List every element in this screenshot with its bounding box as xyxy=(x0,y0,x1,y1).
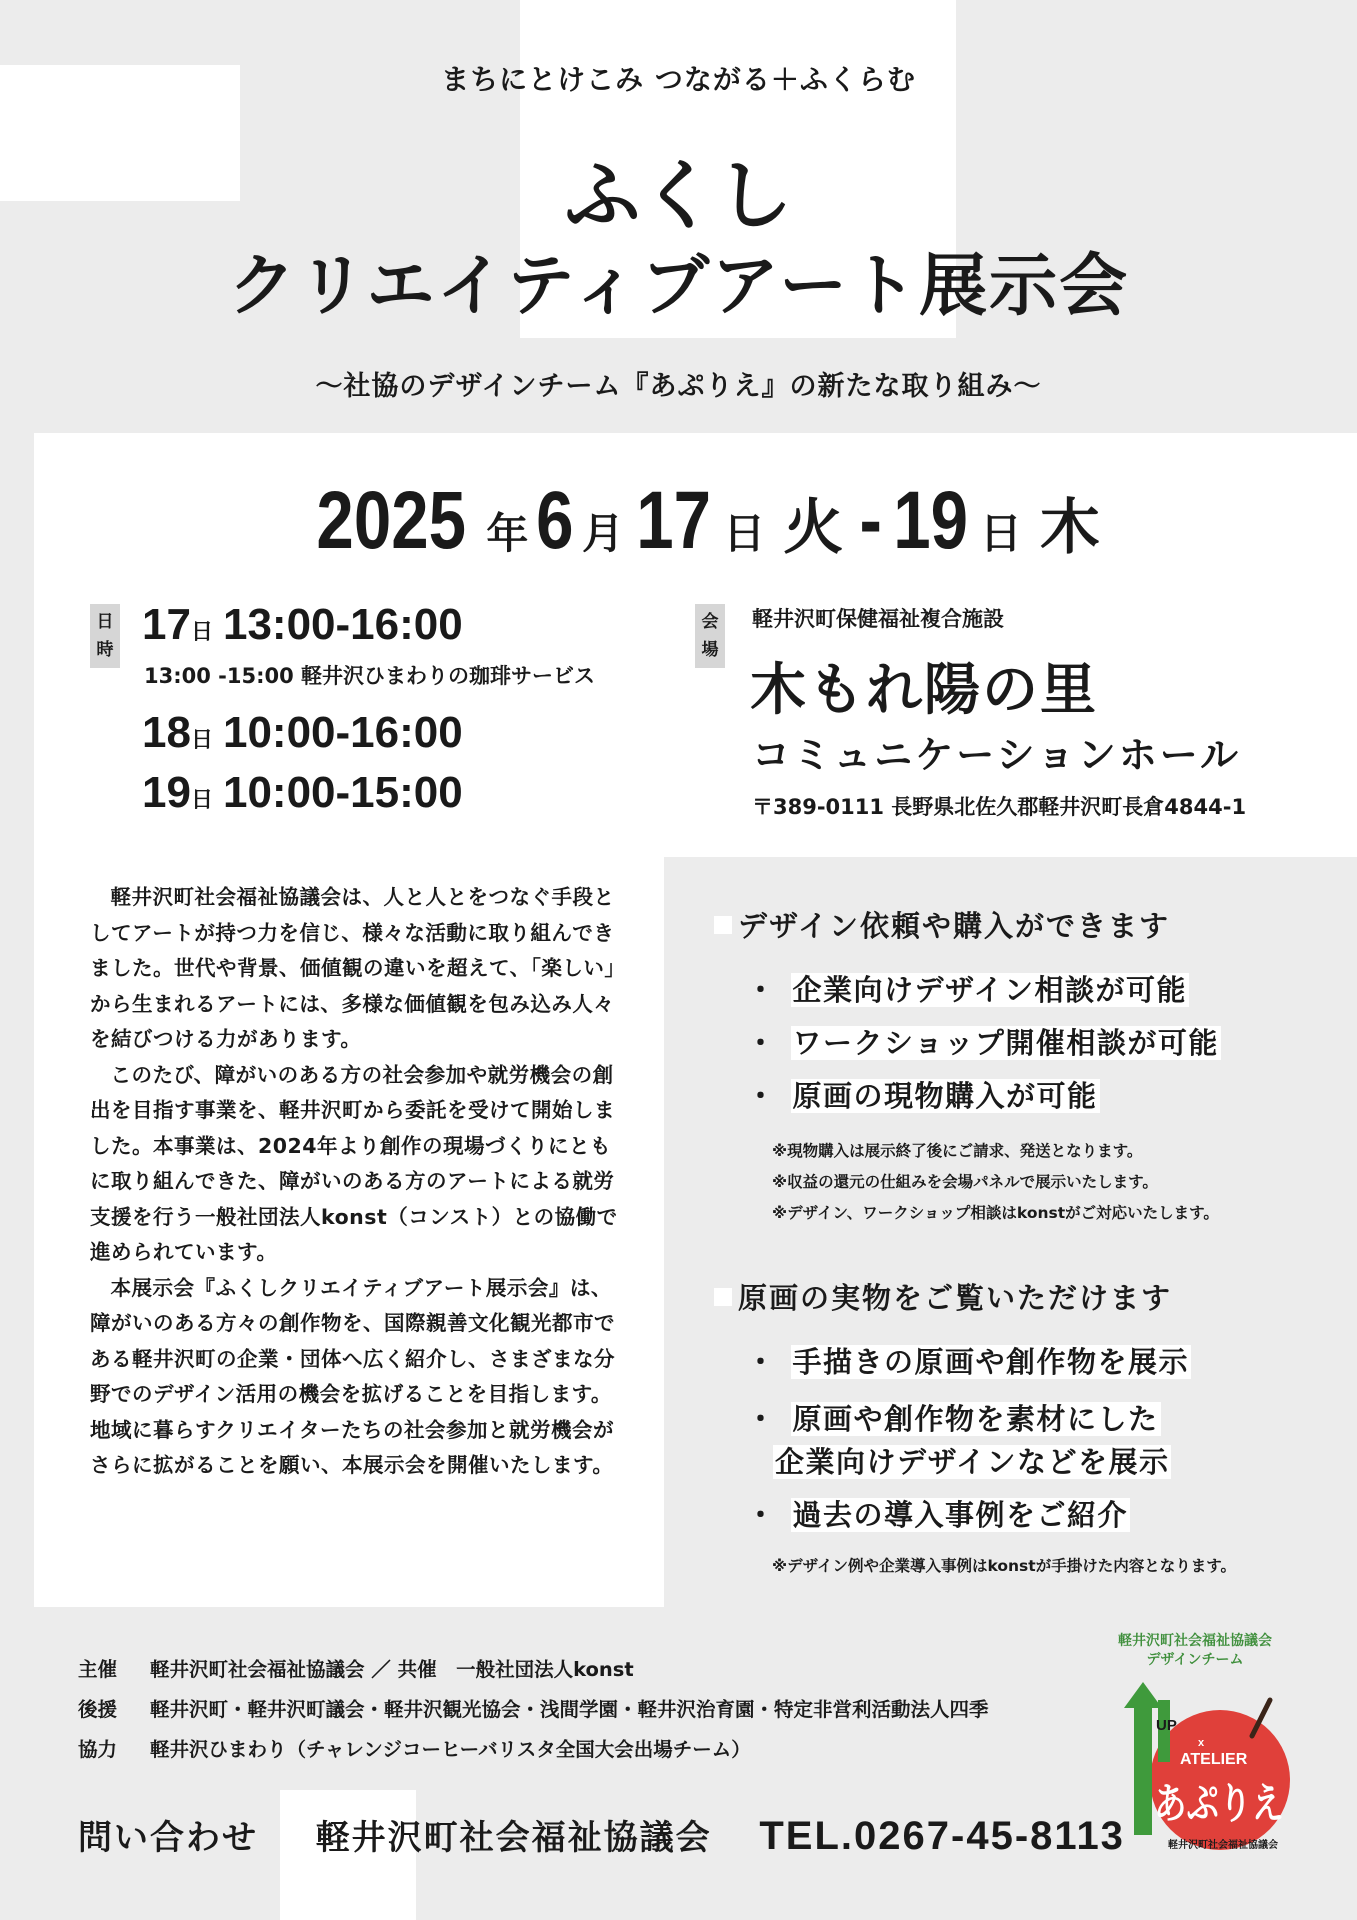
schedule-day: 18 xyxy=(142,708,191,757)
schedule-row-2 xyxy=(142,708,463,758)
aprie-logo xyxy=(1120,1680,1300,1860)
logo-arrow-head xyxy=(1124,1682,1162,1708)
schedule-day: 19 xyxy=(142,768,191,817)
bullet-text: 過去の導入事例をご紹介 xyxy=(792,1498,1129,1532)
bullet-dot: ・ xyxy=(746,1402,777,1436)
date-end-day: 19 xyxy=(892,475,968,566)
logo-caption-line2: デザインチーム xyxy=(1146,1652,1244,1668)
contact xyxy=(78,1810,1125,1859)
intro-paragraph: 本展示会『ふくしクリエイティブアート展示会』は、障がいのある方々の創作物を、国際親善文化観光都市である軽井沢町の企業・団体へ広く紹介し、さまざまな分野でのデザイン活用の機会を拡げることを目指します。地域に暮らすクリエイターたちの社会参加と就労機会がさらに拡がることを願い、本展示会を開催いたします。 xyxy=(90,1275,615,1477)
section2-bullet-continued xyxy=(773,1440,1171,1481)
venue-hall: コミュニケーションホール xyxy=(752,733,1241,777)
section1-bullet xyxy=(746,968,1189,1009)
intro-paragraph: このたび、障がいのある方の社会参加や就労機会の創出を目指す事業を、軽井沢町から委託を受けて開始しました。本事業は、2024年より創作の現場づくりにともに取り組んできた、障がいのある方のアートによる就労支援を行う一般社団法人konst（コンスト）との協働で進められています。 xyxy=(90,1062,618,1264)
bullet-text: 手描きの原画や創作物を展示 xyxy=(792,1345,1190,1379)
contact-phone: TEL.0267-45-8113 xyxy=(759,1814,1125,1858)
logo-x-text: x xyxy=(1198,1737,1205,1749)
date-start-weekday: 火 xyxy=(783,493,844,563)
logo-up-text: UP xyxy=(1156,1717,1177,1734)
credit-text: 軽井沢ひまわり（チャレンジコーヒーバリスタ全国大会出場チーム） xyxy=(150,1738,751,1761)
credit-label: 主催 xyxy=(78,1658,118,1681)
schedule-label-char2: 時 xyxy=(96,640,114,660)
square-bullet-icon xyxy=(714,1288,732,1306)
schedule-time: 10:00-16:00 xyxy=(222,708,463,757)
bullet-dot: ・ xyxy=(746,1498,777,1532)
venue-address: 〒389-0111 長野県北佐久郡軽井沢町長倉4844-1 xyxy=(752,795,1247,819)
section1-bullet xyxy=(746,1021,1221,1062)
credit-cooperation xyxy=(78,1734,751,1762)
section2-heading-text: 原画の実物をご覧いただけます xyxy=(738,1281,1173,1315)
logo-caption-line1: 軽井沢町社会福祉協議会 xyxy=(1118,1633,1272,1649)
logo-mark-text: あぷりえ xyxy=(1154,1779,1284,1828)
credit-label: 協力 xyxy=(78,1738,118,1761)
section1-note: ※収益の還元の仕組みを会場パネルで展示いたします。 xyxy=(772,1173,1158,1191)
venue-name: 木もれ陽の里 xyxy=(750,658,1098,723)
logo-arrow-shaft xyxy=(1134,1700,1152,1835)
date-start-day: 17 xyxy=(636,475,712,566)
section1-heading-text: デザイン依頼や購入ができます xyxy=(738,909,1170,943)
tagline: まちにとけこみ つながる＋ふくらむ xyxy=(441,63,916,96)
section2-bullet xyxy=(746,1493,1130,1534)
section2-heading xyxy=(714,1276,1172,1317)
bullet-text: 原画や創作物を素材にした xyxy=(792,1402,1159,1436)
bullet-dot: ・ xyxy=(746,973,777,1007)
schedule-row-1 xyxy=(142,600,463,650)
section1-note: ※デザイン、ワークショップ相談はkonstがご対応いたします。 xyxy=(772,1204,1219,1222)
venue-label-char2: 場 xyxy=(701,640,719,660)
page-title-line1: ふくし xyxy=(564,151,793,240)
venue-label xyxy=(695,604,725,668)
date-start-day-unit: 日 xyxy=(723,509,766,558)
date-month-unit: 月 xyxy=(582,509,625,558)
schedule-label-char1: 日 xyxy=(96,612,114,632)
section2-note: ※デザイン例や企業導入事例はkonstが手掛けた内容となります。 xyxy=(772,1557,1236,1575)
schedule-day: 17 xyxy=(142,600,191,649)
schedule-note: 13:00 -15:00 軽井沢ひまわりの珈琲サービス xyxy=(144,664,596,688)
intro-text xyxy=(90,880,620,1484)
square-bullet-icon xyxy=(714,916,732,934)
bullet-text: 企業向けデザイン相談が可能 xyxy=(792,973,1187,1007)
date-month: 6 xyxy=(536,475,574,566)
section1-bullet xyxy=(746,1074,1100,1115)
logo-caption xyxy=(1080,1632,1310,1670)
credit-support xyxy=(78,1694,989,1722)
subtitle: 〜社協のデザインチーム『あぷりえ』の新たな取り組み〜 xyxy=(315,371,1042,402)
credit-organizer xyxy=(78,1654,634,1682)
event-date xyxy=(300,474,1114,568)
schedule-time: 10:00-15:00 xyxy=(222,768,463,817)
bullet-dot: ・ xyxy=(746,1079,777,1113)
intro-paragraph: 軽井沢町社会福祉協議会は、人と人とをつなぐ手段としてアートが持つ力を信じ、様々な活動に取り組んできました。世代や背景、価値観の違いを超えて、「楽しい」から生まれるアートには、多様な価値観を包み込み人々を結びつける力があります。 xyxy=(90,885,616,1051)
venue-label-char1: 会 xyxy=(701,612,719,632)
schedule-day-unit: 日 xyxy=(190,620,213,645)
section1-note: ※現物購入は展示終了後にご請求、発送となります。 xyxy=(772,1142,1143,1160)
bullet-dot: ・ xyxy=(746,1026,777,1060)
contact-org: 軽井沢町社会福祉協議会 xyxy=(315,1818,712,1858)
contact-label: 問い合わせ xyxy=(78,1818,258,1858)
schedule-day-unit: 日 xyxy=(190,788,213,813)
section2-bullet xyxy=(746,1340,1191,1381)
bullet-text: 企業向けデザインなどを展示 xyxy=(775,1445,1170,1479)
bullet-text: ワークショップ開催相談が可能 xyxy=(792,1026,1219,1060)
section2-bullet xyxy=(746,1397,1161,1438)
page-title-line2: クリエイティブアート展示会 xyxy=(227,247,1130,326)
date-year: 2025 xyxy=(316,475,467,566)
credit-text: 軽井沢町・軽井沢町議会・軽井沢観光協会・浅間学園・軽井沢治育園・特定非営利活動法人四季 xyxy=(150,1698,989,1721)
section1-heading xyxy=(714,904,1170,945)
credit-label: 後援 xyxy=(78,1698,118,1721)
logo-atelier-text: ATELIER xyxy=(1180,1751,1248,1768)
schedule-label xyxy=(90,604,120,668)
schedule-day-unit: 日 xyxy=(190,728,213,753)
venue-facility: 軽井沢町保健福祉複合施設 xyxy=(752,607,1004,631)
date-end-day-unit: 日 xyxy=(979,509,1022,558)
schedule-row-3 xyxy=(142,768,463,818)
date-end-weekday: 木 xyxy=(1039,493,1100,563)
bullet-dot: ・ xyxy=(746,1345,777,1379)
date-year-unit: 年 xyxy=(486,509,529,558)
schedule-time: 13:00-16:00 xyxy=(222,600,463,649)
logo-footer-text: 軽井沢町社会福祉協議会 xyxy=(1168,1840,1278,1851)
bullet-text: 原画の現物購入が可能 xyxy=(792,1079,1098,1113)
credit-text: 軽井沢町社会福祉協議会 ／ 共催 一般社団法人konst xyxy=(150,1658,634,1681)
date-separator: - xyxy=(859,475,883,566)
